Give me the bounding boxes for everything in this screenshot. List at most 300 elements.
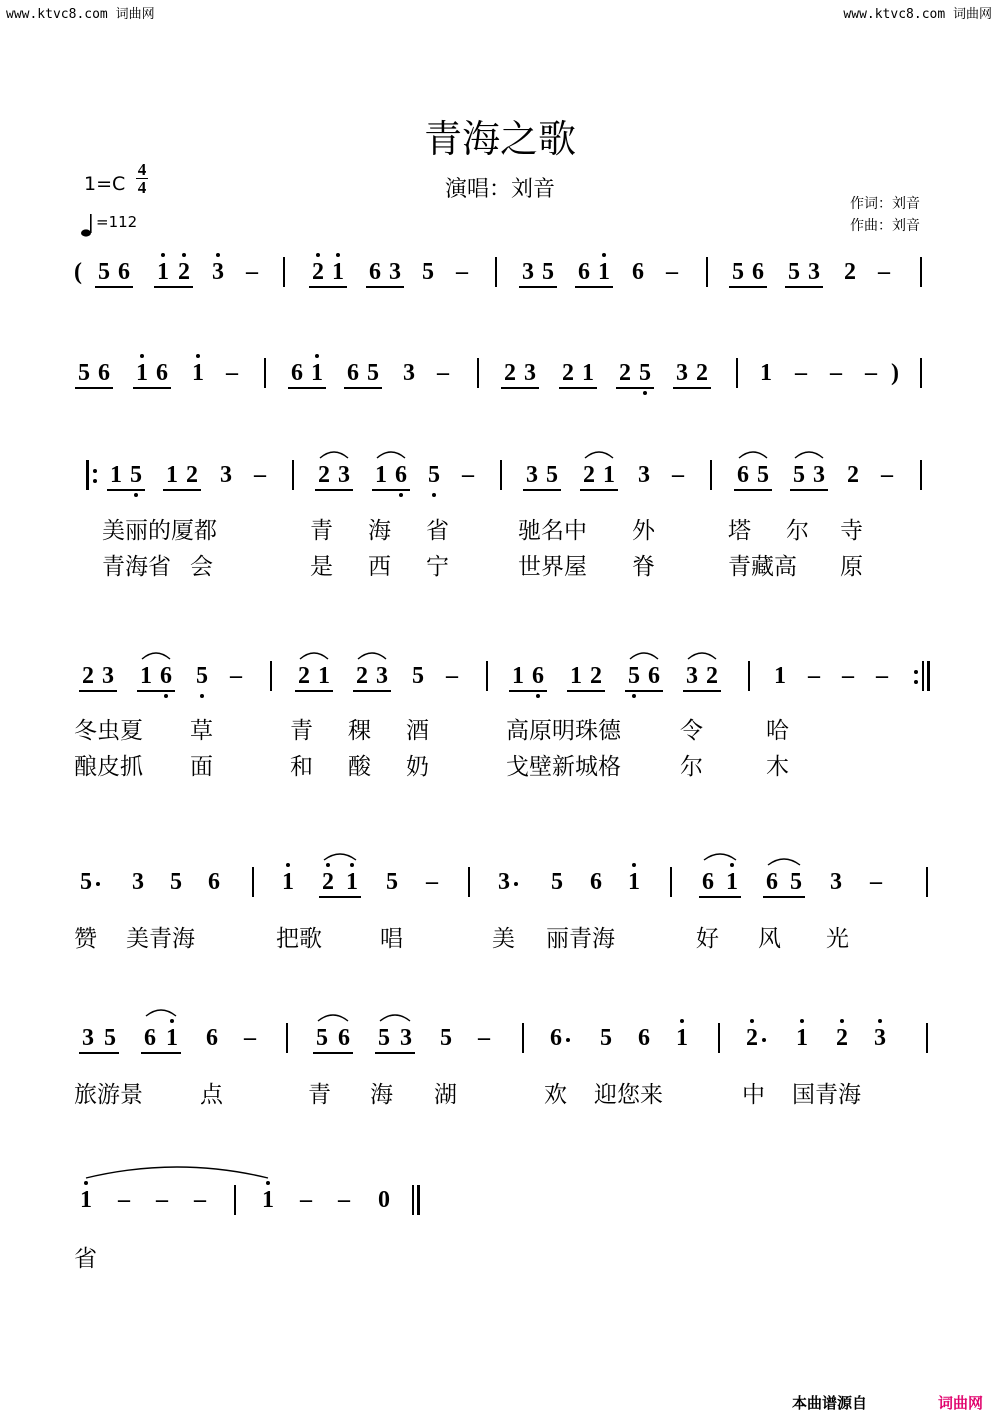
octave-dot-low xyxy=(399,493,403,497)
underline-beam xyxy=(616,387,654,389)
note: 3 xyxy=(498,869,510,895)
bar-line xyxy=(736,358,738,388)
lyric-word: 酒 xyxy=(406,718,429,744)
note: – xyxy=(666,259,678,285)
note: 6 xyxy=(208,869,220,895)
bar-line xyxy=(500,460,502,490)
note: – xyxy=(437,360,449,386)
note: 1 xyxy=(346,869,358,895)
bar-line xyxy=(252,867,254,897)
note: – xyxy=(300,1187,312,1213)
note: 6 xyxy=(98,360,110,386)
underline-beam xyxy=(559,387,597,389)
note: 1 xyxy=(282,869,294,895)
note: 2 xyxy=(590,663,602,689)
underline-beam xyxy=(683,690,721,692)
note: 6 xyxy=(338,1025,350,1051)
note: 1 xyxy=(140,663,152,689)
octave-dot-high xyxy=(680,1019,684,1023)
bar-line xyxy=(495,257,497,287)
note: 2 xyxy=(619,360,631,386)
underline-beam xyxy=(375,1052,415,1054)
octave-dot-high xyxy=(350,863,354,867)
note: 2 xyxy=(322,869,334,895)
note: 6 xyxy=(648,663,660,689)
slur xyxy=(318,1015,348,1021)
note: – xyxy=(156,1187,168,1213)
note: 1 xyxy=(166,1025,178,1051)
octave-dot-low xyxy=(536,694,540,698)
note: 5 xyxy=(80,869,92,895)
octave-dot-high xyxy=(800,1019,804,1023)
note: 6 xyxy=(752,259,764,285)
note: 5 xyxy=(170,869,182,895)
bar-line xyxy=(920,460,922,490)
underline-beam xyxy=(501,387,539,389)
note: 5 xyxy=(732,259,744,285)
note: 3 xyxy=(403,360,415,386)
underline-beam xyxy=(344,387,382,389)
lyric-word: 美丽的厦都 xyxy=(102,518,217,544)
octave-dot-low xyxy=(200,694,204,698)
lyric-word: 是 xyxy=(310,554,333,580)
footer-source: 本曲谱源自 xyxy=(792,1394,868,1412)
note: 1 xyxy=(512,663,524,689)
note: 2 xyxy=(847,462,859,488)
augmentation-dot xyxy=(762,1038,766,1042)
lyric-word: 会 xyxy=(190,554,213,580)
bar-line xyxy=(710,460,712,490)
lyric-word: 青 xyxy=(290,718,313,744)
note: 6 xyxy=(590,869,602,895)
lyric-word: 原 xyxy=(840,554,863,580)
repeat-dot xyxy=(93,469,97,473)
note: 3 xyxy=(830,869,842,895)
note: – xyxy=(194,1187,206,1213)
note: 5 xyxy=(639,360,651,386)
lyric-word: 和 xyxy=(290,754,313,780)
octave-dot-low xyxy=(643,391,647,395)
note: 6 xyxy=(532,663,544,689)
lyric-word: 尔 xyxy=(786,518,809,544)
bar-line xyxy=(926,867,928,897)
lyric-word: 哈 xyxy=(766,718,789,744)
composer-line: 作曲：刘音 xyxy=(850,218,920,234)
repeat-end-thick xyxy=(927,661,930,691)
slur xyxy=(380,1015,410,1021)
octave-dot-high xyxy=(140,354,144,358)
underline-beam xyxy=(729,286,767,288)
bar-line xyxy=(270,661,272,691)
bar-line xyxy=(286,1023,288,1053)
octave-dot-high xyxy=(316,253,320,257)
lyric-word: 中 xyxy=(742,1082,765,1108)
note: 3 xyxy=(102,663,114,689)
note: 2 xyxy=(583,462,595,488)
slur xyxy=(146,1010,176,1016)
lyric-word: 酸 xyxy=(348,754,371,780)
lyric-word: 点 xyxy=(200,1082,223,1108)
bar-line xyxy=(718,1023,720,1053)
note: 2 xyxy=(844,259,856,285)
slur xyxy=(795,452,823,458)
note: 2 xyxy=(504,360,516,386)
repeat-dot xyxy=(914,680,918,684)
octave-dot-low xyxy=(134,493,138,497)
underline-beam xyxy=(372,489,410,491)
underline-beam xyxy=(295,690,333,692)
note: – xyxy=(254,462,266,488)
note: 1 xyxy=(726,869,738,895)
note: 3 xyxy=(808,259,820,285)
note: – xyxy=(830,360,842,386)
repeat-start-thick xyxy=(86,460,89,490)
note: 5 xyxy=(542,259,554,285)
octave-dot-high xyxy=(161,253,165,257)
slur xyxy=(300,653,328,659)
note: 3 xyxy=(220,462,232,488)
note: 5 xyxy=(196,663,208,689)
repeat-end-thin xyxy=(922,661,924,691)
note: – xyxy=(246,259,258,285)
lyric-word: 省 xyxy=(74,1246,97,1272)
footer-brand: 词曲网 xyxy=(938,1394,984,1412)
note: – xyxy=(865,360,877,386)
underline-beam xyxy=(79,690,117,692)
note: 1 xyxy=(136,360,148,386)
meter-top: 4 xyxy=(137,160,147,179)
lyric-word: 美 xyxy=(492,926,515,952)
underline-beam xyxy=(790,489,828,491)
underline-beam xyxy=(523,489,561,491)
note: – xyxy=(808,663,820,689)
note: 6 xyxy=(206,1025,218,1051)
bar-line xyxy=(283,257,285,287)
octave-dot-high xyxy=(182,253,186,257)
lyric-word: 风 xyxy=(758,926,781,952)
note: 5 xyxy=(78,360,90,386)
note: 5 xyxy=(788,259,800,285)
underline-beam xyxy=(366,286,404,288)
slur xyxy=(704,854,736,860)
note: – xyxy=(118,1187,130,1213)
note: ( xyxy=(74,259,82,285)
underline-beam xyxy=(163,489,201,491)
note: 2 xyxy=(186,462,198,488)
note: 3 xyxy=(686,663,698,689)
augmentation-dot xyxy=(566,1038,570,1042)
bar-line xyxy=(486,661,488,691)
octave-dot-high xyxy=(216,253,220,257)
lyric-word: 海 xyxy=(368,518,391,544)
lyric-word: 赞 xyxy=(74,926,97,952)
note: 5 xyxy=(628,663,640,689)
lyric-word: 丽青海 xyxy=(546,926,615,952)
note: 3 xyxy=(389,259,401,285)
lyric-word: 唱 xyxy=(380,926,403,952)
lyric-word: 戈壁新城格 xyxy=(506,754,621,780)
underline-beam xyxy=(734,489,772,491)
note: 3 xyxy=(813,462,825,488)
note: 5 xyxy=(316,1025,328,1051)
lyric-word: 好 xyxy=(696,926,719,952)
note: – xyxy=(446,663,458,689)
underline-beam xyxy=(319,896,361,898)
bar-line xyxy=(706,257,708,287)
note: 6 xyxy=(550,1025,562,1051)
lyric-word: 青海省 xyxy=(102,554,171,580)
note: 2 xyxy=(836,1025,848,1051)
note: 3 xyxy=(526,462,538,488)
note: 5 xyxy=(440,1025,452,1051)
note: 2 xyxy=(746,1025,758,1051)
octave-dot-high xyxy=(315,354,319,358)
octave-dot-high xyxy=(84,1181,88,1185)
note: 1 xyxy=(375,462,387,488)
underline-beam xyxy=(699,896,741,898)
underline-beam xyxy=(785,286,823,288)
underline-beam xyxy=(763,896,805,898)
underline-beam xyxy=(133,387,171,389)
note: 5 xyxy=(551,869,563,895)
underline-beam xyxy=(519,286,557,288)
note: 6 xyxy=(160,663,172,689)
tempo-marking: =112 xyxy=(96,213,138,231)
note: 1 xyxy=(80,1187,92,1213)
note: 5 xyxy=(793,462,805,488)
underline-beam xyxy=(107,489,145,491)
lyric-word: 塔 xyxy=(728,518,751,544)
octave-dot-low xyxy=(432,493,436,497)
note: 6 xyxy=(638,1025,650,1051)
note: 5 xyxy=(386,869,398,895)
underline-beam xyxy=(673,387,711,389)
lyric-word: 驰名中 xyxy=(518,518,587,544)
octave-dot-high xyxy=(632,863,636,867)
watermark-left: www.ktvc8.com 词曲网 xyxy=(6,7,155,22)
note: 2 xyxy=(178,259,190,285)
lyric-word: 木 xyxy=(766,754,789,780)
note: 3 xyxy=(400,1025,412,1051)
lyric-word: 面 xyxy=(190,754,213,780)
note: 6 xyxy=(632,259,644,285)
note: 3 xyxy=(212,259,224,285)
underline-beam xyxy=(288,387,326,389)
note: – xyxy=(478,1025,490,1051)
note: 3 xyxy=(132,869,144,895)
underline-beam xyxy=(567,690,605,692)
lyric-word: 世界屋 xyxy=(518,554,587,580)
underline-beam xyxy=(509,690,547,692)
bar-line xyxy=(264,358,266,388)
note: 6 xyxy=(118,259,130,285)
lyric-word: 酿皮抓 xyxy=(74,754,143,780)
note: 1 xyxy=(166,462,178,488)
lyric-word: 冬虫夏 xyxy=(74,718,143,744)
underline-beam xyxy=(79,1052,119,1054)
underline-beam xyxy=(309,286,347,288)
octave-dot-low xyxy=(632,694,636,698)
note: 1 xyxy=(598,259,610,285)
slur xyxy=(688,653,716,659)
note: – xyxy=(244,1025,256,1051)
slur xyxy=(768,859,800,865)
note: 2 xyxy=(562,360,574,386)
underline-beam xyxy=(154,286,193,288)
slur xyxy=(585,452,613,458)
note: 5 xyxy=(412,663,424,689)
note: 1 xyxy=(603,462,615,488)
bar-line xyxy=(522,1023,524,1053)
slur xyxy=(630,653,658,659)
octave-dot-high xyxy=(170,1019,174,1023)
note: 5 xyxy=(130,462,142,488)
note: 6 xyxy=(144,1025,156,1051)
lyric-word: 高原明珠德 xyxy=(506,718,621,744)
final-bar-thick xyxy=(417,1185,420,1215)
note: 1 xyxy=(318,663,330,689)
underline-beam xyxy=(580,489,618,491)
note: 3 xyxy=(676,360,688,386)
note: 3 xyxy=(638,462,650,488)
lyric-word: 宁 xyxy=(426,554,449,580)
lyric-word: 草 xyxy=(190,718,213,744)
note: 1 xyxy=(774,663,786,689)
octave-dot-low xyxy=(164,694,168,698)
note: 6 xyxy=(395,462,407,488)
note: – xyxy=(795,360,807,386)
lyric-word: 国青海 xyxy=(792,1082,861,1108)
bar-line xyxy=(670,867,672,897)
lyric-word: 光 xyxy=(826,926,849,952)
underline-beam xyxy=(353,690,391,692)
lyric-word: 令 xyxy=(680,718,703,744)
underline-beam xyxy=(141,1052,181,1054)
song-title: 青海之歌 xyxy=(423,117,576,161)
watermark-right: www.ktvc8.com 词曲网 xyxy=(843,7,992,22)
repeat-dot xyxy=(93,479,97,483)
underline-beam xyxy=(313,1052,353,1054)
note: 3 xyxy=(338,462,350,488)
bar-line xyxy=(920,257,922,287)
lyric-word: 青 xyxy=(310,518,333,544)
lyric-word: 西 xyxy=(368,554,391,580)
singer-line: 演唱：刘音 xyxy=(444,177,555,202)
slur xyxy=(377,452,405,458)
augmentation-dot xyxy=(514,882,518,886)
note: 5 xyxy=(422,259,434,285)
note: 1 xyxy=(570,663,582,689)
bar-line xyxy=(234,1185,236,1215)
lyric-word: 美青海 xyxy=(126,926,195,952)
note: 1 xyxy=(628,869,640,895)
note: – xyxy=(878,259,890,285)
meter-bottom: 4 xyxy=(137,178,147,197)
lyric-word: 尔 xyxy=(680,754,703,780)
octave-dot-high xyxy=(196,354,200,358)
note: 6 xyxy=(578,259,590,285)
note: 3 xyxy=(82,1025,94,1051)
note: 1 xyxy=(332,259,344,285)
note: – xyxy=(842,663,854,689)
note: ) xyxy=(891,360,899,386)
note: 1 xyxy=(760,360,772,386)
slur xyxy=(739,452,767,458)
underline-beam xyxy=(575,286,613,288)
note: 0 xyxy=(378,1187,390,1213)
note: 2 xyxy=(312,259,324,285)
underline-beam xyxy=(315,489,353,491)
lyric-word: 欢 xyxy=(544,1082,567,1108)
note: 2 xyxy=(82,663,94,689)
note: 1 xyxy=(582,360,594,386)
lyric-word: 省 xyxy=(426,518,449,544)
note: – xyxy=(230,663,242,689)
note: – xyxy=(226,360,238,386)
bar-line xyxy=(748,661,750,691)
note: 2 xyxy=(318,462,330,488)
lyric-word: 稞 xyxy=(348,718,371,744)
note: 6 xyxy=(369,259,381,285)
lyric-word: 青 xyxy=(308,1082,331,1108)
octave-dot-high xyxy=(266,1181,270,1185)
lyricist-line: 作词：刘音 xyxy=(850,196,920,212)
lyric-word: 外 xyxy=(632,518,655,544)
note: 5 xyxy=(367,360,379,386)
underline-beam xyxy=(625,690,663,692)
final-bar-thin xyxy=(412,1185,414,1215)
note: 6 xyxy=(737,462,749,488)
note: 5 xyxy=(790,869,802,895)
underline-beam xyxy=(95,286,133,288)
tie xyxy=(86,1167,268,1178)
note: – xyxy=(881,462,893,488)
slur xyxy=(320,452,348,458)
note: 3 xyxy=(376,663,388,689)
note: – xyxy=(426,869,438,895)
octave-dot-high xyxy=(750,1019,754,1023)
bar-line xyxy=(292,460,294,490)
note: 2 xyxy=(356,663,368,689)
slur xyxy=(142,653,170,659)
lyric-word: 旅游景 xyxy=(74,1082,143,1108)
note: – xyxy=(672,462,684,488)
octave-dot-high xyxy=(878,1019,882,1023)
lyric-word: 迎您来 xyxy=(594,1082,663,1108)
underline-beam xyxy=(75,387,113,389)
lyric-word: 脊 xyxy=(632,554,655,580)
note: 2 xyxy=(298,663,310,689)
octave-dot-high xyxy=(286,863,290,867)
octave-dot-high xyxy=(326,863,330,867)
note: – xyxy=(338,1187,350,1213)
note: 1 xyxy=(262,1187,274,1213)
octave-dot-high xyxy=(602,253,606,257)
note: 3 xyxy=(524,360,536,386)
note: – xyxy=(456,259,468,285)
note: 1 xyxy=(796,1025,808,1051)
bar-line xyxy=(926,1023,928,1053)
lyric-word: 湖 xyxy=(434,1082,457,1108)
augmentation-dot xyxy=(96,882,100,886)
note: – xyxy=(876,663,888,689)
lyric-word: 奶 xyxy=(406,754,429,780)
lyric-word: 把歌 xyxy=(276,926,322,952)
note: 5 xyxy=(600,1025,612,1051)
note: 6 xyxy=(766,869,778,895)
bar-line xyxy=(468,867,470,897)
octave-dot-high xyxy=(730,863,734,867)
